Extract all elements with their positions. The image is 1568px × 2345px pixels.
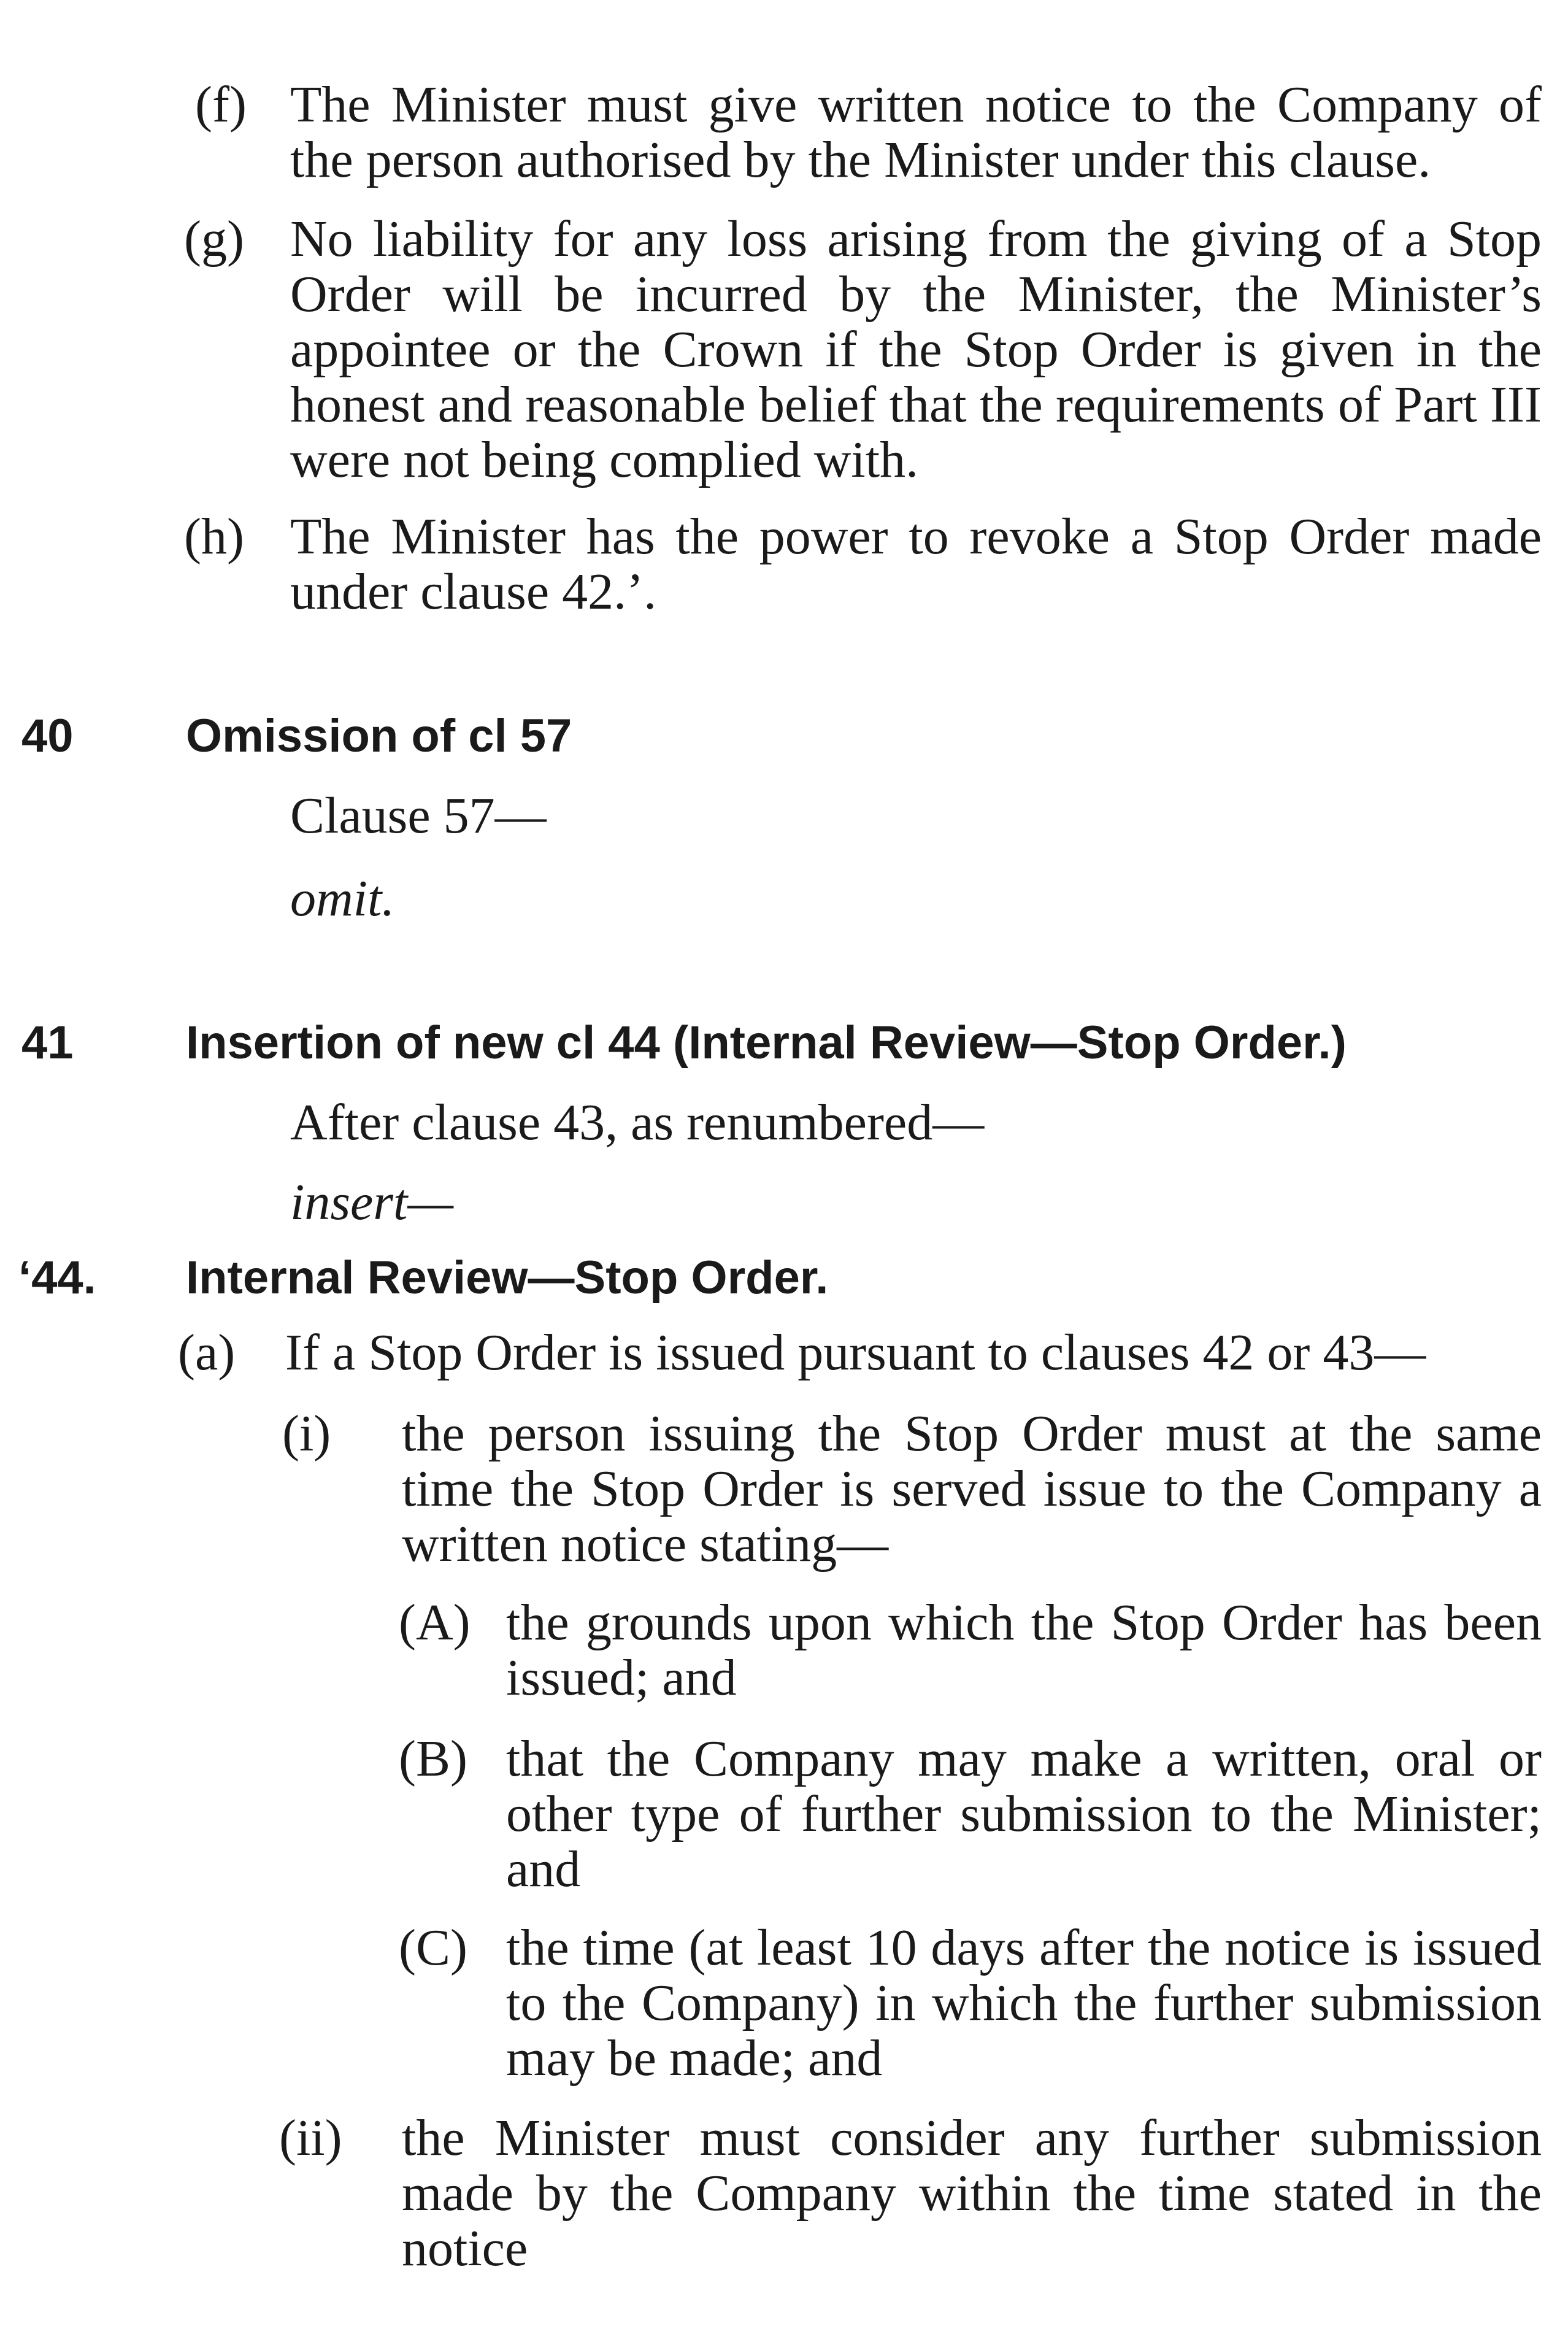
- subsubparagraph-A-text: the grounds upon which the Stop Order has been issued; and: [506, 1594, 1542, 1706]
- clause-44-number: ‘44.: [18, 1252, 96, 1304]
- paragraph-label-g: (g): [184, 210, 244, 268]
- section-40-text: Clause 57—: [290, 787, 547, 844]
- subparagraph-i-text: the person issuing the Stop Order must at the same time the Stop Order is served issue to the Company a written notice stating—: [402, 1405, 1542, 1573]
- paragraph-label-a: (a): [178, 1324, 236, 1381]
- paragraph-h-text: The Minister has the power to revoke a Stop Order made under clause 42.’.: [290, 508, 1542, 620]
- subsubparagraph-label-B: (B): [399, 1730, 467, 1787]
- paragraph-g-text: No liability for any loss arising from the giving of a Stop Order will be incurred by the Minister, the Minister’s appointee or the Crown if the Stop Order is given in the honest and reasonable belief that the requirements of Part III were not being complied with.: [290, 210, 1542, 488]
- subsubparagraph-label-A: (A): [399, 1594, 471, 1651]
- section-40-number: 40: [21, 710, 74, 762]
- section-41-text: After clause 43, as renumbered—: [290, 1094, 985, 1151]
- subparagraph-label-ii: (ii): [279, 2109, 342, 2166]
- paragraph-f-text: The Minister must give written notice to the Company of the person authorised by the Minister under this clause.: [290, 76, 1542, 188]
- paragraph-a-text: If a Stop Order is issued pursuant to clauses 42 or 43—: [285, 1324, 1426, 1381]
- section-41-number: 41: [21, 1017, 74, 1069]
- subsubparagraph-B-text: that the Company may make a written, oral or other type of further submission to the Minister; and: [506, 1730, 1542, 1898]
- section-40-instruction: omit.: [290, 870, 395, 927]
- section-41-instruction: insert—: [290, 1174, 454, 1231]
- subparagraph-ii-text: the Minister must consider any further submission made by the Company within the time stated in the notice: [402, 2109, 1542, 2277]
- paragraph-label-h: (h): [184, 508, 244, 565]
- subparagraph-label-i: (i): [282, 1405, 331, 1462]
- paragraph-label-f: (f): [195, 76, 247, 133]
- section-41-heading: Insertion of new cl 44 (Internal Review—Stop Order.): [186, 1017, 1347, 1069]
- subsubparagraph-label-C: (C): [399, 1919, 467, 1976]
- clause-44-heading: Internal Review—Stop Order.: [186, 1252, 829, 1304]
- subsubparagraph-C-text: the time (at least 10 days after the notice is issued to the Company) in which the further submission may be made; and: [506, 1919, 1542, 2087]
- section-40-heading: Omission of cl 57: [186, 710, 572, 762]
